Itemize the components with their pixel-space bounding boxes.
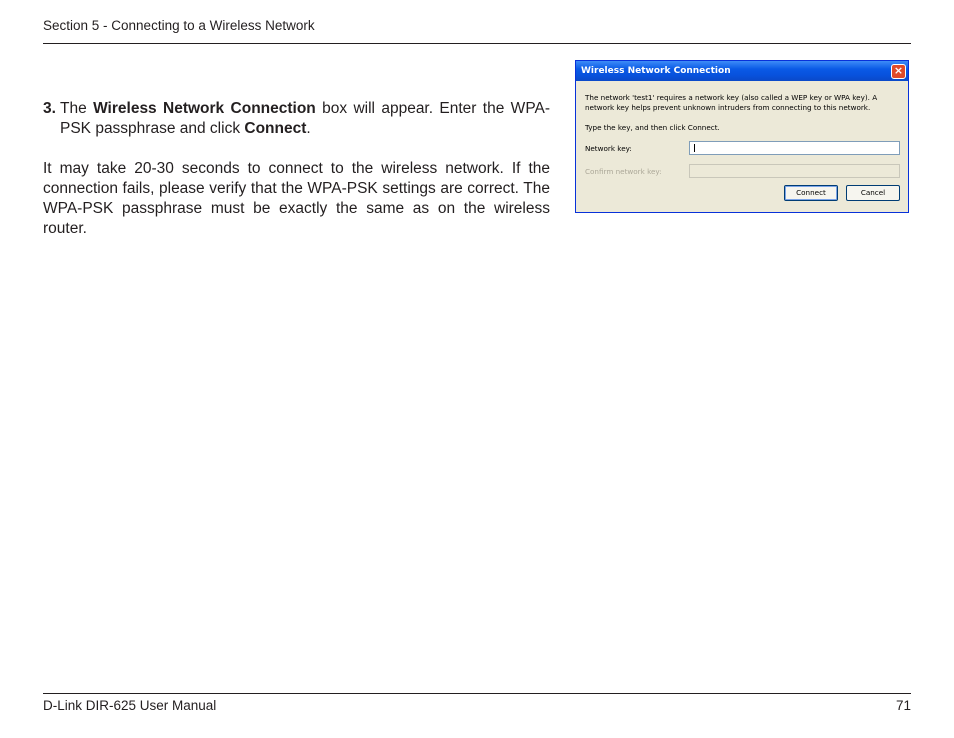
step-text-part: box will appear. Enter the WPA-PSK passphrase and click [60, 100, 551, 137]
step-3 [43, 99, 550, 139]
dialog-titlebar[interactable] [576, 61, 908, 81]
page-number: 71 [895, 698, 911, 713]
confirm-key-input[interactable] [689, 164, 900, 178]
dialog-prompt: Type the key, and then click Connect. [585, 123, 720, 132]
section-header: Section 5 - Connecting to a Wireless Network [43, 18, 315, 33]
step-text-part: The [60, 100, 94, 117]
close-icon[interactable]: × [891, 64, 906, 79]
footer-divider [43, 693, 911, 694]
connect-button[interactable]: Connect [784, 185, 838, 201]
network-key-row [585, 141, 900, 155]
step-text-part: . [306, 120, 311, 137]
network-key-input[interactable] [689, 141, 900, 155]
info-paragraph: It may take 20-30 seconds to connect to the wireless network. If the connection fails, please verify that the WPA-PSK settings are correct. The WPA-PSK passphrase must be exactly the same as on the wireless router. [43, 160, 550, 237]
text-caret [694, 144, 695, 152]
step-text [60, 99, 550, 139]
header-divider [43, 43, 911, 44]
network-key-label: Network key: [585, 143, 632, 153]
wireless-connection-dialog [575, 60, 909, 213]
connect-bold: Connect [244, 120, 307, 137]
dialog-body [576, 81, 908, 178]
dialog-buttons [784, 185, 900, 201]
dialog-title: Wireless Network Connection [581, 66, 731, 76]
dialog-message: The network 'test1' requires a network key (also called a WEP key or WPA key). A network key helps prevent unknown intruders from connecting to this network. [585, 93, 878, 112]
confirm-key-row [585, 164, 900, 178]
content-column [43, 99, 550, 239]
cancel-button[interactable]: Cancel [846, 185, 900, 201]
step-number: 3. [43, 100, 56, 117]
confirm-key-label: Confirm network key: [585, 166, 662, 176]
dialog-name-bold: Wireless Network Connection [93, 100, 316, 117]
manual-title: D-Link DIR-625 User Manual [43, 698, 217, 713]
